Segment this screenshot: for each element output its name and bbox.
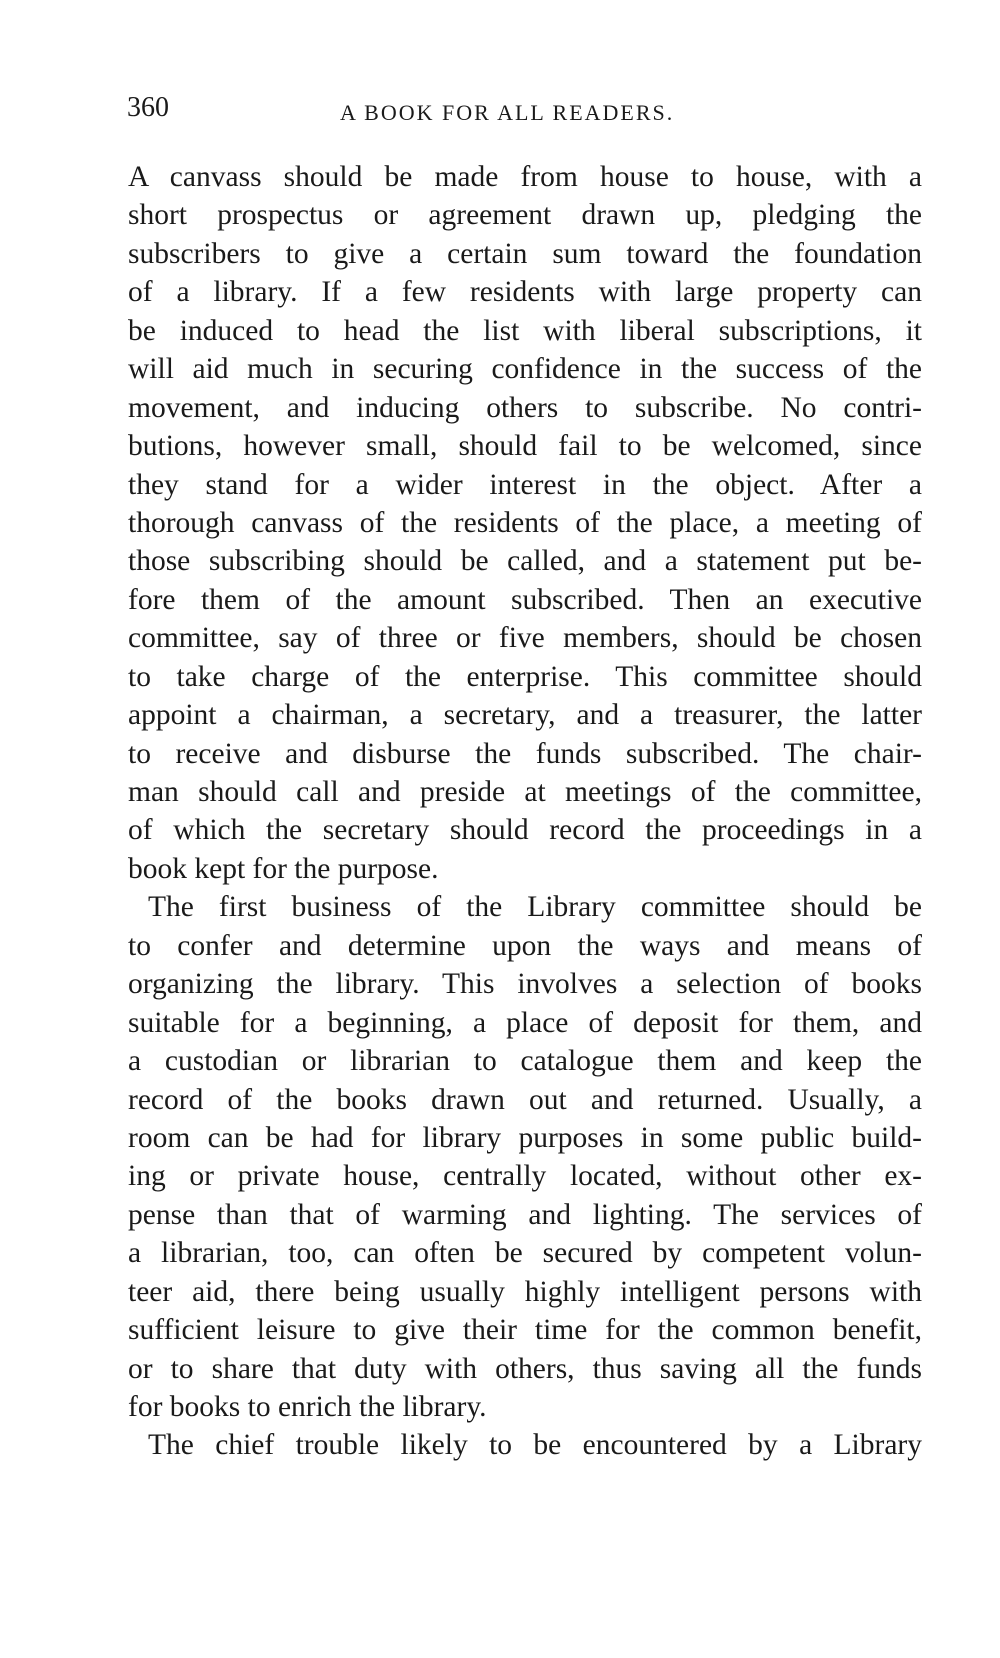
text-line: fore them of the amount subscribed. Then an executive bbox=[128, 583, 922, 616]
page-number: 360 bbox=[127, 92, 169, 123]
text-line: a custodian or librarian to catalogue them and keep the bbox=[128, 1045, 922, 1078]
text-line: appoint a chairman, a secretary, and a treasurer, the latter bbox=[128, 699, 922, 732]
text-line: sufficient leisure to give their time for the common benefit, bbox=[128, 1314, 922, 1347]
text-line: short prospectus or agreement drawn up, pledging the bbox=[128, 199, 922, 232]
text-line: butions, however small, should fail to be welcomed, since bbox=[128, 430, 922, 463]
body-text bbox=[128, 158, 922, 1465]
text-line: for books to enrich the library. bbox=[128, 1391, 487, 1423]
text-line: man should call and preside at meetings of the committee, bbox=[128, 776, 922, 808]
text-line: they stand for a wider interest in the object. After a bbox=[128, 468, 922, 501]
text-line: The chief trouble likely to be encountered by a Library bbox=[148, 1429, 922, 1462]
text-line: record of the books drawn out and returned. Usually, a bbox=[128, 1083, 922, 1116]
text-line: of a library. If a few residents with large property can bbox=[128, 276, 922, 309]
text-line: to confer and determine upon the ways and means of bbox=[128, 929, 922, 962]
text-line: teer aid, there being usually highly intelligent persons with bbox=[128, 1275, 922, 1308]
text-line: subscribers to give a certain sum toward the foundation bbox=[128, 237, 922, 270]
text-line: will aid much in securing confidence in the success of the bbox=[128, 353, 922, 386]
text-line: be induced to head the list with liberal subscriptions, it bbox=[128, 314, 922, 347]
text-line: A canvass should be made from house to house, with a bbox=[128, 161, 922, 193]
text-line: organizing the library. This involves a selection of books bbox=[128, 968, 922, 1001]
text-line: The first business of the Library committee should be bbox=[148, 891, 922, 924]
paragraph bbox=[128, 888, 922, 1426]
text-line: ing or private house, centrally located, without other ex- bbox=[128, 1160, 922, 1193]
text-line: thorough canvass of the residents of the place, a meeting of bbox=[128, 506, 922, 539]
text-line: movement, and inducing others to subscribe. No contri- bbox=[128, 391, 922, 424]
text-line: to receive and disburse the funds subscribed. The chair- bbox=[128, 737, 922, 770]
text-line: to take charge of the enterprise. This committee should bbox=[128, 660, 922, 693]
running-title: A BOOK FOR ALL READERS. bbox=[340, 100, 675, 125]
text-line: committee, say of three or five members, should be chosen bbox=[128, 622, 922, 655]
text-line: or to share that duty with others, thus saving all the funds bbox=[128, 1352, 922, 1385]
text-line: a librarian, too, can often be secured by competent volun- bbox=[128, 1237, 922, 1270]
paragraph bbox=[128, 1426, 922, 1464]
text-line: room can be had for library purposes in some public build- bbox=[128, 1121, 922, 1154]
text-line: those subscribing should be called, and a statement put be- bbox=[128, 545, 922, 578]
paragraph bbox=[128, 158, 922, 888]
text-line: book kept for the purpose. bbox=[128, 852, 439, 885]
text-line: suitable for a beginning, a place of deposit for them, and bbox=[128, 1006, 922, 1039]
text-line: pense than that of warming and lighting. The services of bbox=[128, 1198, 922, 1231]
text-line: of which the secretary should record the proceedings in a bbox=[128, 814, 922, 847]
